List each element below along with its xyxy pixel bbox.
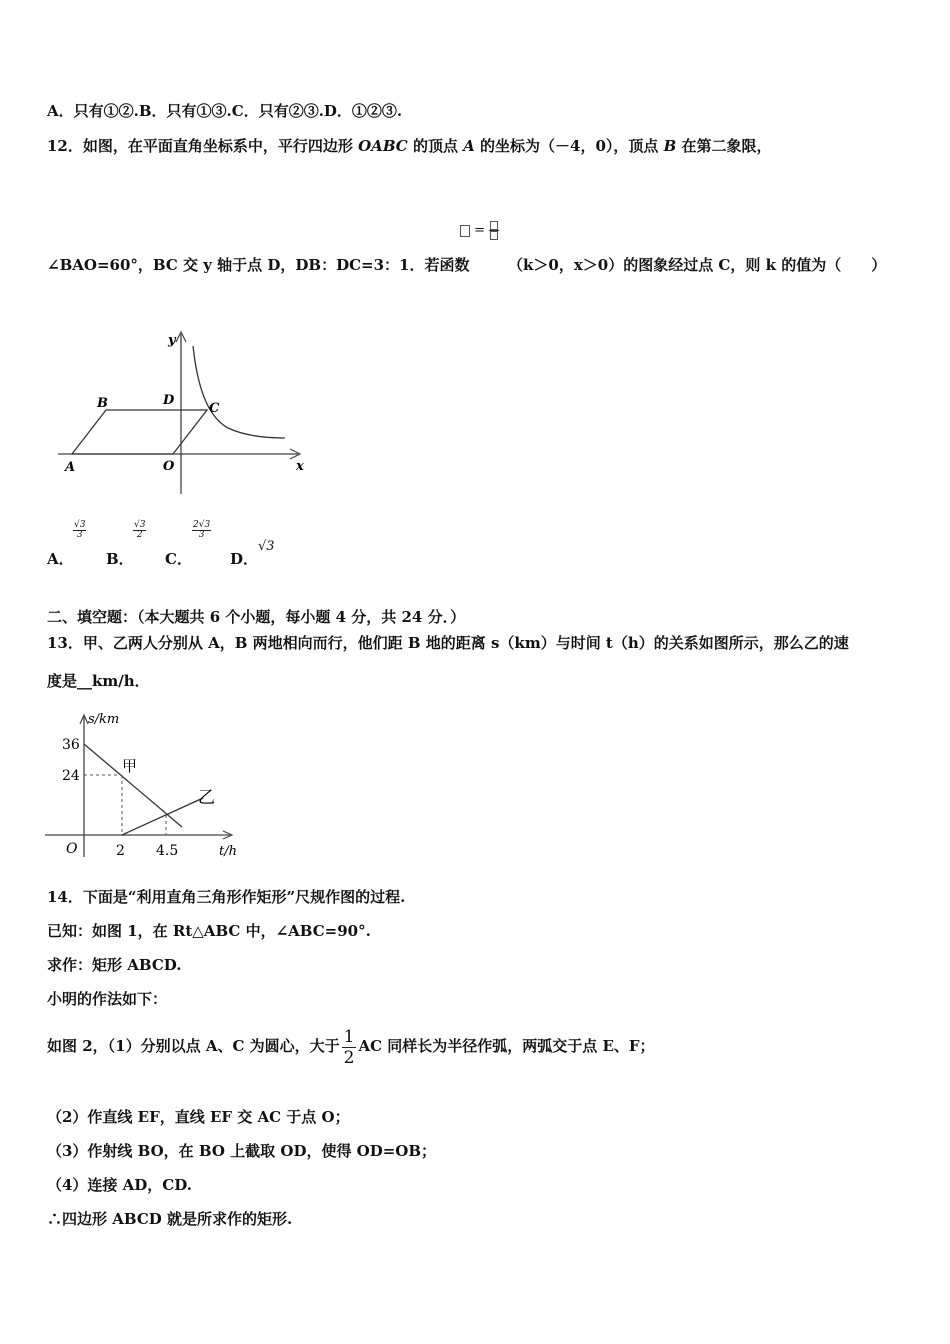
- half-num: 1: [343, 1026, 355, 1047]
- choice-b: [106, 548, 134, 569]
- formula-fraction: [489, 221, 499, 240]
- choice-d-value: √3: [258, 539, 275, 554]
- choice-a-frac: [73, 520, 86, 540]
- q12-text-e: 的坐标为（－4，0），顶点: [474, 137, 664, 155]
- label-o: O: [163, 459, 175, 474]
- choice-b-num: √3: [134, 519, 146, 530]
- q13-stem-line1: 13．甲、乙两人分别从 A，B 两地相向而行，他们距 B 地的距离 s（km）与时间 t（h）的关系如图所示，那么乙的速: [47, 634, 849, 652]
- formula-equals: =: [474, 223, 486, 238]
- tick-24: 24: [62, 768, 80, 784]
- choice-c-den: 3: [198, 529, 205, 540]
- q12-stem-line1: [47, 136, 772, 156]
- label-jia: 甲: [122, 757, 138, 775]
- label-s-km: s/km: [88, 712, 120, 727]
- parallelogram-oabc: [72, 410, 207, 454]
- formula-num-box: [490, 221, 498, 230]
- choice-c-label: C．: [165, 550, 192, 568]
- label-a: A: [65, 460, 76, 475]
- hyperbola-curve: [193, 346, 285, 438]
- choice-c: [165, 548, 192, 569]
- choice-b-den: 2: [136, 529, 143, 540]
- q11-options: A．只有①②.B．只有①③.C．只有②③.D．①②③.: [47, 102, 403, 120]
- q12-text-a: 12．如图，在平面直角坐标系中，平行四边形: [47, 137, 359, 155]
- q12-stem-line2-b: （k＞0，x＞0）的图象经过点 C，则 k 的值为（ ）: [508, 256, 887, 274]
- q13-graph: [40, 707, 250, 867]
- choice-a: [47, 548, 74, 569]
- q14-step2: （2）作直线 EF，直线 EF 交 AC 于点 O；: [47, 1108, 350, 1126]
- q14-step1-b: AC 同样长为半径作弧，两弧交于点 E、F；: [358, 1037, 655, 1055]
- choice-c-frac: [192, 520, 211, 540]
- label-c: C: [209, 401, 220, 416]
- line-yi: [122, 798, 203, 835]
- q14-step3: （3）作射线 BO，在 BO 上截取 OD，使得 OD=OB；: [47, 1142, 437, 1160]
- tick-2: 2: [116, 843, 125, 859]
- q12-stem-line2-a: ∠BAO=60°，BC 交 y 轴于点 D，DB：DC=3：1．若函数: [47, 256, 470, 274]
- label-d: D: [163, 393, 175, 408]
- q12-text-f: B: [663, 137, 677, 155]
- label-b: B: [97, 396, 108, 411]
- label-t-h: t/h: [219, 844, 237, 859]
- q14-step1-a: 如图 2，（1）分别以点 A、C 为圆心，大于: [47, 1037, 340, 1055]
- formula-den-box: [490, 231, 498, 240]
- q12-text-b: OABC: [358, 137, 408, 155]
- q14-conclusion: ∴四边形 ABCD 就是所求作的矩形.: [47, 1210, 293, 1228]
- q14-method: 小明的作法如下：: [47, 990, 168, 1008]
- q14-title: 14．下面是“利用直角三角形作矩形”尺规作图的过程.: [47, 888, 406, 906]
- tick-4-5: 4.5: [156, 843, 179, 859]
- q12-text-g: 在第二象限，: [676, 137, 772, 155]
- q12-figure: [50, 328, 310, 498]
- q13-stem-line2: 度是__km/h．: [47, 672, 150, 690]
- q12-formula: [460, 221, 499, 240]
- half-fraction: [342, 1027, 357, 1068]
- choice-d: [230, 548, 258, 569]
- choice-b-label: B．: [106, 550, 134, 568]
- choice-a-den: 3: [76, 529, 83, 540]
- choice-b-frac: [133, 520, 146, 540]
- label-x: x: [296, 459, 304, 474]
- formula-placeholder-box: [460, 225, 470, 237]
- label-y: y: [168, 333, 176, 348]
- choice-d-label: D．: [230, 550, 259, 568]
- choice-a-label: A．: [47, 550, 74, 568]
- tick-36: 36: [62, 737, 80, 753]
- choice-c-num: 2√3: [193, 519, 211, 530]
- choice-a-num: √3: [74, 519, 86, 530]
- q14-ask: 求作：矩形 ABCD.: [47, 956, 182, 974]
- q12-text-d: A: [463, 137, 475, 155]
- label-origin: O: [66, 841, 78, 857]
- section-2-heading: 二、填空题：（本大题共 6 个小题，每小题 4 分，共 24 分．）: [47, 608, 466, 626]
- label-yi: 乙: [198, 788, 215, 808]
- half-den: 2: [343, 1047, 355, 1068]
- q14-step4: （4）连接 AD，CD.: [47, 1176, 192, 1194]
- q12-text-c: 的顶点: [407, 137, 464, 155]
- q14-step1: [47, 1026, 655, 1068]
- q14-known: 已知：如图 1，在 Rt△ABC 中，∠ABC=90°.: [47, 922, 371, 940]
